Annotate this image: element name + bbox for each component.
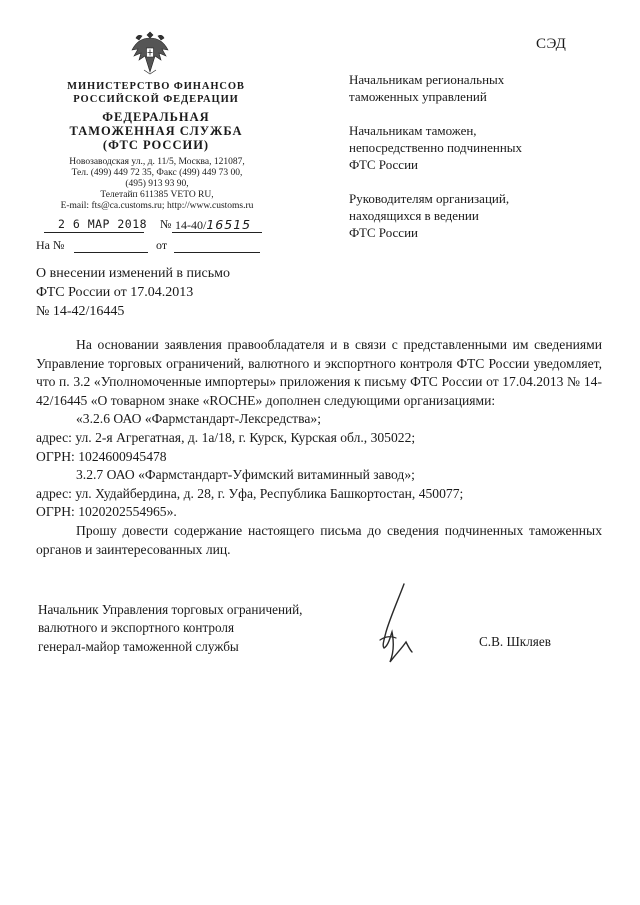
position-line: Начальник Управления торговых ограничений, (38, 602, 303, 617)
item-2-address: адрес: ул. Худайбердина, д. 28, г. Уфа, Республика Башкортостан, 450077; (36, 485, 464, 501)
service-line: ФЕДЕРАЛЬНАЯ (102, 110, 210, 124)
ministry-line: МИНИСТЕРСТВО ФИНАНСОВ (67, 81, 245, 92)
reference-number-line (74, 252, 148, 253)
reference-number-label: На № (36, 238, 65, 252)
item-1-address: адрес: ул. 2-я Агрегатная, д. 1а/18, г. Курск, Курская обл., 305022; (36, 429, 416, 445)
recipient-line: ФТС России (349, 225, 418, 240)
letter-subject (36, 264, 296, 321)
item-2-title: 3.2.7 ОАО «Фармстандарт-Уфимский витаминный завод»; (76, 467, 415, 483)
item-1-title: «3.2.6 ОАО «Фармстандарт-Лексредства»; (76, 411, 321, 427)
recipient-line: таможенных управлений (349, 89, 487, 104)
closing-paragraph: Прошу довести содержание настоящего письма до сведения подчиненных таможенных органов и заинтересованных лиц. (36, 522, 602, 557)
recipient-line: Руководителям организаций, (349, 191, 510, 206)
position-line: генерал-майор таможенной службы (38, 638, 239, 654)
recipient-block (349, 122, 579, 173)
number-printed: 14-40/ (175, 218, 207, 232)
service-line: (ФТС РОССИИ) (102, 138, 210, 152)
contact-line: Тел. (499) 449 72 35, Факс (499) 449 73 00, (71, 168, 243, 178)
service-line: ТАМОЖЕННАЯ СЛУЖБА (69, 124, 243, 138)
handwritten-signature (360, 580, 450, 670)
contact-line: Новозаводская ул., д. 11/5, Москва, 121087, (69, 157, 245, 167)
contact-info (42, 157, 272, 212)
contact-line: E-mail: fts@ca.customs.ru; http://www.customs.ru (60, 201, 254, 211)
date-underline (44, 232, 144, 233)
subject-line: ФТС России от 17.04.2013 (36, 285, 194, 300)
reference-date-label: от (156, 238, 168, 252)
contact-line: Телетайп 611385 VETO RU, (100, 190, 214, 200)
recipient-line: находящихся в ведении (349, 208, 479, 223)
item-1-ogrn: ОГРН: 1024600945478 (36, 448, 167, 464)
service-name (56, 110, 256, 152)
item-2-ogrn: ОГРН: 1020202554965». (36, 504, 177, 520)
recipient-line: ФТС России (349, 157, 418, 172)
coat-of-arms-emblem (128, 28, 172, 76)
outgoing-number (175, 217, 251, 233)
number-handwritten: 16515 (206, 217, 252, 232)
signatory-position (38, 601, 358, 656)
contact-line: (495) 913 93 90, (125, 179, 189, 189)
recipient-line: Начальникам таможен, (349, 123, 477, 138)
sed-label: СЭД (536, 36, 567, 52)
reference-date-line (174, 252, 260, 253)
number-underline (172, 232, 262, 233)
recipient-block (349, 71, 579, 105)
letter-body (36, 336, 602, 559)
ministry-line: РОССИЙСКОЙ ФЕДЕРАЦИИ (73, 94, 239, 105)
recipient-line: непосредственно подчиненных (349, 140, 523, 155)
position-line: валютного и экспортного контроля (38, 620, 235, 636)
intro-paragraph: На основании заявления правообладателя и в связи с представленными им сведениями Управление торговых ограничений, валютного и экспортного контроля ФТС России уведомляет, что п. 3.2 «Уполномоченные импортеры» приложения к письму ФТС России от 17.04.2013 № 14-42/16445 «О товарном знаке «ROCHE» дополнен следующими организациями: (36, 337, 602, 408)
registration-date-stamp: 2 6 МАР 2018 (58, 217, 148, 231)
subject-line: № 14-42/16445 (36, 304, 125, 319)
recipient-block (349, 190, 579, 241)
signatory-name: С.В. Шкляев (479, 634, 551, 649)
ministry-name (56, 80, 256, 106)
recipient-line: Начальникам региональных (349, 72, 505, 87)
number-label: № (160, 217, 172, 231)
subject-line: О внесении изменений в письмо (36, 266, 230, 281)
